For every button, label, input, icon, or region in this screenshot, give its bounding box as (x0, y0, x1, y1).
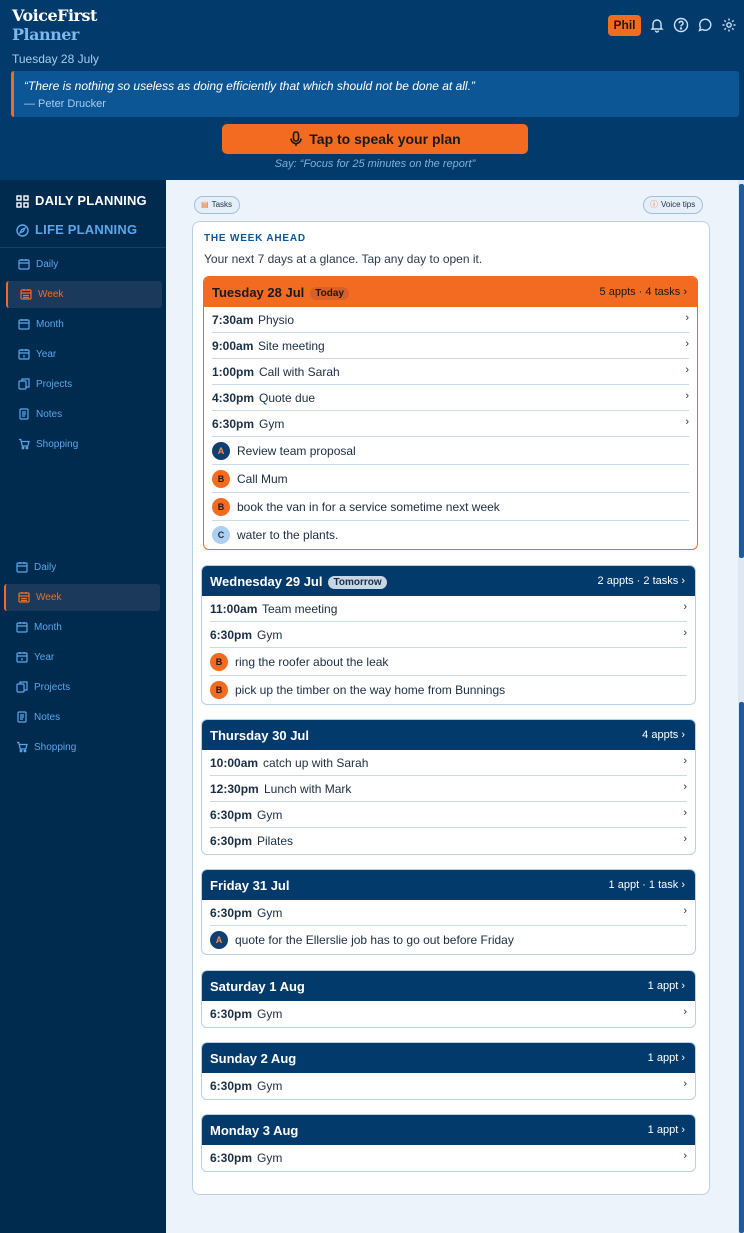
main-content (166, 180, 738, 1233)
sidebar-divider (0, 247, 166, 248)
day-title (210, 878, 289, 893)
sidebar-item-label: Daily (36, 259, 59, 270)
day-items (202, 1001, 695, 1027)
task-row[interactable] (212, 521, 689, 549)
appointment-row[interactable] (210, 1145, 687, 1171)
day-header[interactable] (202, 971, 695, 1001)
calendar-year-icon (16, 651, 28, 663)
notes-icon (18, 408, 30, 420)
chevron-right-icon: › (683, 781, 687, 793)
day-title-text: Monday 3 Aug (210, 1123, 299, 1138)
bell-icon[interactable] (649, 17, 665, 33)
chevron-right-icon: › (683, 807, 687, 819)
task-title: book the van in for a service sometime next week (237, 500, 500, 514)
life-planning-header[interactable] (16, 222, 137, 237)
appointment-row[interactable] (210, 776, 687, 802)
day-summary-text: 1 appt (647, 1124, 679, 1136)
compass-icon (16, 224, 29, 237)
day-summary-text: 1 appt (647, 1052, 679, 1064)
appointment-time: 7:30am (212, 313, 254, 327)
appointment-title: Gym (257, 906, 283, 920)
day-title (212, 285, 349, 300)
sidebar-item-month[interactable] (6, 311, 162, 338)
appointment-row[interactable] (210, 900, 687, 926)
day-summary (648, 1124, 685, 1136)
user-badge[interactable]: Phil (608, 15, 641, 36)
day-header[interactable] (202, 870, 695, 900)
chevron-right-icon: › (678, 729, 685, 741)
appointment-title: Lunch with Mark (264, 782, 352, 796)
sidebar-item-label: Notes (34, 712, 61, 723)
day-title (210, 1051, 296, 1066)
appointment-title: Call with Sarah (259, 365, 340, 379)
speak-plan-button[interactable] (222, 124, 528, 154)
day-header[interactable] (202, 720, 695, 750)
sidebar-item-shopping[interactable] (4, 734, 160, 761)
task-row[interactable] (210, 676, 687, 704)
chevron-right-icon: › (683, 755, 687, 767)
day-card[interactable] (201, 970, 696, 1028)
day-summary (648, 980, 685, 992)
appointment-time: 6:30pm (210, 834, 253, 848)
appointment-title: Team meeting (262, 602, 338, 616)
day-summary (642, 729, 685, 741)
tasks-icon: ▤ (201, 200, 209, 209)
scrollbar-thumb[interactable] (739, 184, 744, 558)
day-title-text: Tuesday 28 Jul (212, 285, 305, 300)
day-items (202, 900, 695, 954)
task-title: Call Mum (237, 472, 288, 486)
calendar-month-icon (18, 318, 30, 330)
day-summary (598, 575, 685, 587)
appointment-title: Gym (259, 417, 285, 431)
sidebar-item-label: Month (36, 319, 64, 330)
day-title-text: Thursday 30 Jul (210, 728, 309, 743)
chevron-right-icon: › (683, 601, 687, 613)
day-title-text: Friday 31 Jul (210, 878, 290, 893)
task-title: pick up the timber on the way home from Bunnings (235, 683, 506, 697)
day-header[interactable] (202, 566, 695, 596)
week-ahead-panel (192, 221, 710, 1195)
calendar-year-icon (18, 348, 30, 360)
day-card[interactable] (201, 869, 696, 955)
priority-badge: B (212, 498, 230, 516)
task-row[interactable] (212, 437, 689, 465)
chevron-right-icon: › (680, 286, 687, 298)
sidebar-item-shopping[interactable] (6, 431, 162, 458)
day-summary (609, 879, 685, 891)
cart-icon (18, 438, 30, 450)
day-items (202, 596, 695, 704)
appointment-time: 6:30pm (210, 1151, 253, 1165)
calendar-week-icon (18, 591, 30, 603)
day-card[interactable] (203, 276, 698, 550)
chevron-right-icon: › (683, 1078, 687, 1090)
sidebar-item-year[interactable] (6, 341, 162, 368)
sidebar-item-projects[interactable] (6, 371, 162, 398)
day-title (210, 574, 387, 589)
appointment-row[interactable] (212, 411, 689, 437)
sidebar-item-projects[interactable] (4, 674, 160, 701)
sidebar-item-label: Daily (34, 562, 57, 573)
notes-icon (16, 711, 28, 723)
day-header[interactable] (202, 1043, 695, 1073)
projects-icon (18, 378, 30, 390)
sidebar (0, 180, 166, 1233)
voice-tips-button[interactable] (643, 196, 703, 214)
chevron-right-icon: › (683, 833, 687, 845)
appointment-time: 6:30pm (210, 1079, 253, 1093)
sidebar-item-notes[interactable] (6, 401, 162, 428)
appointment-row[interactable] (212, 307, 689, 333)
sidebar-item-label: Projects (34, 682, 71, 693)
appointment-row[interactable] (212, 385, 689, 411)
quote-author: — Peter Drucker (24, 98, 106, 110)
sidebar-item-notes[interactable] (4, 704, 160, 731)
appointment-time: 10:00am (210, 756, 259, 770)
projects-icon (16, 681, 28, 693)
settings-icon[interactable] (721, 17, 737, 33)
task-row[interactable] (210, 926, 687, 954)
chevron-right-icon: › (685, 338, 689, 350)
appointment-title: Quote due (259, 391, 316, 405)
sidebar-item-week[interactable] (6, 281, 162, 308)
voice-tips-label: Voice tips (661, 200, 696, 209)
chevron-right-icon: › (678, 879, 685, 891)
appointment-time: 4:30pm (212, 391, 255, 405)
sidebar-item-label: Year (34, 652, 55, 663)
appointment-row[interactable] (210, 596, 687, 622)
sidebar-item-label: Projects (36, 379, 73, 390)
task-row[interactable] (210, 648, 687, 676)
priority-badge: A (212, 442, 230, 460)
day-items (202, 1073, 695, 1099)
sidebar-item-label: Shopping (34, 742, 77, 753)
task-row[interactable] (212, 465, 689, 493)
appointment-time: 6:30pm (210, 808, 253, 822)
task-title: quote for the Ellerslie job has to go out before Friday (235, 933, 514, 947)
cart-icon (16, 741, 28, 753)
day-card[interactable] (201, 719, 696, 855)
chevron-right-icon: › (685, 416, 689, 428)
scrollbar-thumb[interactable] (739, 702, 744, 1233)
chevron-right-icon: › (685, 364, 689, 376)
appointment-time: 6:30pm (212, 417, 255, 431)
day-summary-text: 2 appts · 2 tasks (597, 575, 679, 587)
chevron-right-icon: › (678, 575, 685, 587)
appointment-title: Gym (257, 1079, 283, 1093)
daily-planning-label: DAILY PLANNING (35, 193, 147, 208)
sidebar-item-label: Shopping (36, 439, 79, 450)
day-tag-badge: Tomorrow (328, 576, 386, 589)
day-title (210, 728, 309, 743)
week-title: THE WEEK AHEAD (204, 233, 306, 244)
chevron-right-icon: › (683, 1006, 687, 1018)
sidebar-item-daily[interactable] (6, 251, 162, 278)
chevron-right-icon: › (685, 312, 689, 324)
appointment-row[interactable] (210, 1073, 687, 1099)
calendar-month-icon (16, 621, 28, 633)
day-items (202, 1145, 695, 1171)
sidebar-item-week[interactable] (4, 584, 160, 611)
app-title: VoiceFirst (12, 6, 97, 25)
sidebar-item-daily[interactable] (4, 554, 160, 581)
sidebar-item-label: Month (34, 622, 62, 633)
task-title: water to the plants. (237, 528, 339, 542)
help-icon[interactable] (673, 17, 689, 33)
calendar-icon (18, 258, 30, 270)
day-items (204, 307, 697, 549)
chevron-right-icon: › (678, 1124, 685, 1136)
day-title-text: Wednesday 29 Jul (210, 574, 323, 589)
priority-badge: C (212, 526, 230, 544)
day-summary-text: 4 appts (642, 729, 679, 741)
current-date: Tuesday 28 July (12, 52, 99, 66)
appointment-time: 12:30pm (210, 782, 259, 796)
tips-icon: ⓘ (650, 200, 658, 209)
sidebar-item-year[interactable] (4, 644, 160, 671)
app-title-sub: Planner (12, 25, 79, 44)
grid-icon (16, 195, 29, 208)
task-row[interactable] (212, 493, 689, 521)
day-tag-badge: Today (310, 287, 349, 300)
appointment-title: catch up with Sarah (263, 756, 369, 770)
sidebar-item-label: Week (38, 289, 64, 300)
calendar-icon (16, 561, 28, 573)
priority-badge: B (212, 470, 230, 488)
chevron-right-icon: › (683, 1150, 687, 1162)
sidebar-item-label: Week (36, 592, 62, 603)
day-title (210, 979, 305, 994)
priority-badge: B (210, 681, 228, 699)
microphone-icon (289, 131, 303, 147)
priority-badge: A (210, 931, 228, 949)
appointment-title: Gym (257, 628, 283, 642)
chevron-right-icon: › (678, 980, 685, 992)
appointment-row[interactable] (210, 750, 687, 776)
day-summary-text: 1 appt (647, 980, 679, 992)
appointment-time: 9:00am (212, 339, 254, 353)
quote-banner (11, 71, 739, 117)
chat-icon[interactable] (697, 17, 713, 33)
day-summary (648, 1052, 685, 1064)
day-summary (600, 286, 687, 298)
appointment-row[interactable] (210, 1001, 687, 1027)
life-planning-label: LIFE PLANNING (35, 222, 138, 237)
priority-badge: B (210, 653, 228, 671)
appointment-time: 6:30pm (210, 906, 253, 920)
appointment-title: Pilates (257, 834, 294, 848)
day-header[interactable] (202, 1115, 695, 1145)
task-title: Review team proposal (237, 444, 356, 458)
appointment-title: Gym (257, 1151, 283, 1165)
calendar-week-icon (20, 288, 32, 300)
appointment-row[interactable] (210, 802, 687, 828)
chevron-right-icon: › (685, 390, 689, 402)
day-title-text: Saturday 1 Aug (210, 979, 305, 994)
day-items (202, 750, 695, 854)
appointment-title: Gym (257, 808, 283, 822)
app-header (0, 0, 744, 180)
day-summary-text: 1 appt · 1 task (608, 879, 679, 891)
appointment-time: 1:00pm (212, 365, 255, 379)
appointment-row[interactable] (212, 333, 689, 359)
day-title (210, 1123, 298, 1138)
day-title-text: Sunday 2 Aug (210, 1051, 297, 1066)
appointment-time: 6:30pm (210, 1007, 253, 1021)
appointment-time: 11:00am (210, 602, 258, 616)
day-card[interactable] (201, 1114, 696, 1172)
chevron-right-icon: › (683, 905, 687, 917)
speak-button-label: Tap to speak your plan (309, 131, 461, 147)
daily-planning-header[interactable] (16, 193, 147, 208)
appointment-row[interactable] (210, 828, 687, 854)
appointment-title: Gym (257, 1007, 283, 1021)
day-header[interactable] (204, 277, 697, 307)
sidebar-item-label: Year (36, 349, 57, 360)
appointment-title: Site meeting (258, 339, 325, 353)
day-card[interactable] (201, 565, 696, 705)
chevron-right-icon: › (683, 627, 687, 639)
day-summary-text: 5 appts · 4 tasks (599, 286, 681, 298)
appointment-title: Physio (258, 313, 295, 327)
chevron-right-icon: › (678, 1052, 685, 1064)
day-card[interactable] (201, 1042, 696, 1100)
appointment-time: 6:30pm (210, 628, 253, 642)
sidebar-item-label: Notes (36, 409, 63, 420)
appointment-row[interactable] (212, 359, 689, 385)
quote-text: “There is nothing so useless as doing efficiently that which should not be done at all.” (24, 79, 475, 93)
sidebar-item-month[interactable] (4, 614, 160, 641)
speak-hint: Say: “Focus for 25 minutes on the report” (274, 158, 476, 170)
week-subtitle: Your next 7 days at a glance. Tap any day to open it. (204, 252, 483, 266)
tasks-button-label: Tasks (211, 200, 233, 209)
appointment-row[interactable] (210, 622, 687, 648)
tasks-button[interactable] (194, 196, 240, 214)
task-title: ring the roofer about the leak (235, 655, 389, 669)
